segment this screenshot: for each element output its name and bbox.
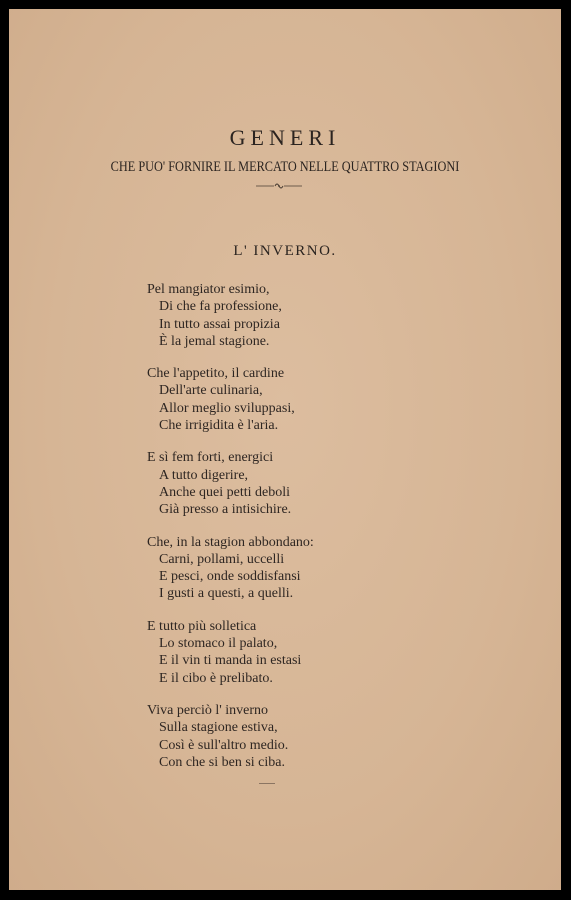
stanza (147, 365, 447, 434)
poem-line: È la jemal stagione. (159, 333, 270, 349)
poem-line: Lo stomaco il palato, (159, 636, 278, 652)
poem-line: Viva perciò l' inverno (147, 702, 269, 718)
poem-line: A tutto digerire, (159, 467, 249, 483)
poem-line: Che, in la stagion abbondano: (147, 534, 314, 550)
stanza (147, 281, 447, 350)
poem-line: Così è sull'altro medio. (159, 737, 289, 753)
poem-line: E sì fem forti, energici (147, 450, 274, 466)
poem-line: In tutto assai propizia (159, 316, 280, 332)
poem-line: Di che fa professione, (159, 299, 282, 315)
poem-line: Che l'appetito, il cardine (147, 366, 285, 382)
poem-line: Anche quei petti deboli (159, 484, 291, 500)
stanza (147, 618, 447, 687)
poem-line: E tutto più solletica (147, 618, 257, 634)
poem-line: E il vin ti manda in estasi (159, 653, 302, 669)
book-page (9, 9, 561, 890)
poem-line: E il cibo è prelibato. (159, 670, 273, 686)
stanza (147, 702, 447, 771)
poem-line: Che irrigidita è l'aria. (159, 418, 279, 434)
poem-line: Già presso a intisichire. (159, 502, 292, 518)
end-rule (259, 783, 275, 784)
poem-line: Sulla stagione estiva, (159, 720, 278, 736)
stanza (147, 534, 447, 603)
poem (147, 281, 447, 786)
poem-line: I gusti a questi, a quelli. (159, 586, 294, 602)
poem-line: Carni, pollami, uccelli (159, 551, 285, 567)
poem-line: Pel mangiator esimio, (147, 282, 270, 297)
poem-line: Con che si ben si ciba. (159, 754, 285, 770)
poem-line: Dell'arte culinaria, (159, 383, 263, 399)
stanza (147, 449, 447, 518)
section-heading: L' INVERNO. (233, 243, 337, 259)
poem-line: E pesci, onde soddisfansi (159, 569, 301, 585)
page-subtitle: CHE PUO' FORNIRE IL MERCATO NELLE QUATTRO STAGIONI (110, 159, 460, 175)
page-title: GENERI (229, 125, 341, 150)
poem-line: Allor meglio sviluppasi, (159, 400, 295, 416)
ornament-divider-icon (254, 181, 304, 191)
